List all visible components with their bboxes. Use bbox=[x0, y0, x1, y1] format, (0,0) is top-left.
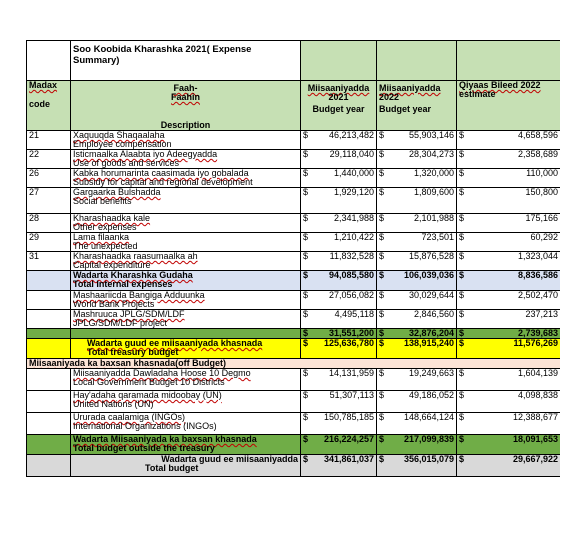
table-row bbox=[27, 169, 561, 188]
amount-value: 31,551,200 bbox=[328, 328, 374, 338]
amount-value: 51,307,113 bbox=[329, 390, 374, 400]
row-sublabel: International Organizations (INGOs) bbox=[73, 421, 217, 431]
currency-sign: $ bbox=[379, 368, 385, 378]
currency-sign: $ bbox=[459, 290, 465, 300]
row-code: 22 bbox=[27, 150, 71, 169]
table-row bbox=[27, 359, 561, 369]
page-edge bbox=[560, 40, 562, 534]
amount-value: 32,876,204 bbox=[408, 328, 454, 338]
col2021-header-1: Miisaaniyadda bbox=[307, 83, 370, 93]
row-label: Kabka horumarinta caasimada iyo gobalada bbox=[73, 168, 249, 178]
currency-sign: $ bbox=[379, 149, 385, 159]
desc-header-1: Faah- bbox=[173, 83, 198, 93]
amount-value: 138,915,240 bbox=[403, 338, 454, 348]
amount-value: 106,039,036 bbox=[403, 270, 454, 280]
currency-sign: $ bbox=[303, 290, 309, 300]
currency-sign: $ bbox=[379, 290, 385, 300]
currency-sign: $ bbox=[459, 368, 465, 378]
currency-sign: $ bbox=[379, 251, 385, 261]
row-sublabel: United Nations (UN) bbox=[73, 399, 154, 409]
code-header-2: code bbox=[29, 99, 51, 109]
col2022-header-3: Budget year bbox=[379, 104, 432, 114]
currency-sign: $ bbox=[379, 213, 385, 223]
amount-value: 148,664,124 bbox=[403, 412, 454, 422]
currency-sign: $ bbox=[459, 251, 465, 261]
row-code: 31 bbox=[27, 252, 71, 271]
currency-sign: $ bbox=[459, 412, 465, 422]
row-code: 28 bbox=[27, 214, 71, 233]
currency-sign: $ bbox=[379, 434, 385, 444]
amount-value: 175,166 bbox=[525, 213, 558, 223]
table-row bbox=[27, 131, 561, 150]
currency-sign: $ bbox=[303, 213, 309, 223]
currency-sign: $ bbox=[379, 232, 385, 242]
amount-value: 29,667,922 bbox=[512, 454, 558, 464]
row-sublabel: Total budget bbox=[145, 463, 199, 473]
table-row bbox=[27, 188, 561, 214]
row-label: Hay'adaha qaramada midoobay (UN) bbox=[73, 390, 222, 400]
currency-sign: $ bbox=[379, 390, 385, 400]
table-row bbox=[27, 252, 561, 271]
amount-value: 94,085,580 bbox=[328, 270, 374, 280]
amount-value: 19,249,663 bbox=[408, 368, 454, 378]
currency-sign: $ bbox=[303, 328, 309, 338]
currency-sign: $ bbox=[303, 130, 309, 140]
amount-value: 46,213,482 bbox=[328, 130, 374, 140]
table-row bbox=[27, 455, 561, 477]
currency-sign: $ bbox=[379, 309, 385, 319]
row-sublabel: The unexpected bbox=[73, 241, 138, 251]
table-row bbox=[27, 413, 561, 435]
amount-value: 29,118,040 bbox=[329, 149, 374, 159]
amount-value: 49,186,052 bbox=[408, 390, 454, 400]
amount-value: 18,091,653 bbox=[512, 434, 558, 444]
currency-sign: $ bbox=[459, 168, 465, 178]
currency-sign: $ bbox=[459, 434, 465, 444]
currency-sign: $ bbox=[303, 412, 309, 422]
amount-value: 2,341,988 bbox=[333, 213, 374, 223]
table-row bbox=[27, 291, 561, 310]
currency-sign: $ bbox=[459, 187, 465, 197]
row-sublabel: Subsidy for capital and regional development bbox=[73, 177, 253, 187]
table-row bbox=[27, 271, 561, 291]
amount-value: 1,210,422 bbox=[333, 232, 374, 242]
currency-sign: $ bbox=[303, 251, 309, 261]
currency-sign: $ bbox=[459, 309, 465, 319]
amount-value: 4,495,118 bbox=[334, 309, 374, 319]
col2021-header-2: 2021 bbox=[328, 92, 349, 102]
amount-value: 110,000 bbox=[526, 168, 558, 178]
row-sublabel: Total budget outside the treasury bbox=[73, 443, 215, 453]
currency-sign: $ bbox=[303, 232, 309, 242]
row-sublabel: Use of goods and services bbox=[73, 158, 180, 168]
row-sublabel: Other expenses bbox=[73, 222, 137, 232]
amount-value: 216,224,257 bbox=[323, 434, 374, 444]
row-code: 29 bbox=[27, 233, 71, 252]
amount-value: 125,636,780 bbox=[323, 338, 374, 348]
currency-sign: $ bbox=[459, 338, 465, 348]
budget-table bbox=[26, 40, 561, 477]
amount-value: 60,292 bbox=[530, 232, 558, 242]
amount-value: 27,056,082 bbox=[328, 290, 374, 300]
row-label: Lama filaanka bbox=[73, 232, 130, 242]
currency-sign: $ bbox=[303, 390, 309, 400]
row-label: Wadarta guud ee miisaaniyada khasnada bbox=[87, 338, 263, 348]
amount-value: 1,320,000 bbox=[413, 168, 454, 178]
amount-value: 217,099,839 bbox=[403, 434, 454, 444]
currency-sign: $ bbox=[303, 168, 309, 178]
currency-sign: $ bbox=[459, 149, 465, 159]
row-sublabel: Capital expenditure bbox=[73, 260, 151, 270]
amount-value: 2,101,988 bbox=[413, 213, 454, 223]
row-sublabel: Social benefits bbox=[73, 196, 132, 206]
page-title: Soo Koobida Kharashka 2021( Expense Summary) bbox=[71, 41, 301, 81]
amount-value: 4,098,838 bbox=[517, 390, 558, 400]
amount-value: 341,861,037 bbox=[323, 454, 374, 464]
currency-sign: $ bbox=[303, 149, 309, 159]
amount-value: 237,213 bbox=[525, 309, 558, 319]
col2021-header-3: Budget year bbox=[312, 104, 365, 114]
currency-sign: $ bbox=[379, 130, 385, 140]
row-label: Wadarta Miisaaniyada ka baxsan khasnada bbox=[73, 434, 257, 444]
currency-sign: $ bbox=[303, 434, 309, 444]
row-label: Xaquuqda Shaqaalaha bbox=[73, 130, 165, 140]
currency-sign: $ bbox=[459, 213, 465, 223]
table-row bbox=[27, 329, 561, 339]
currency-sign: $ bbox=[303, 187, 309, 197]
col2022-header-1: Miisaaniyadda bbox=[379, 83, 441, 93]
amount-value: 1,440,000 bbox=[333, 168, 374, 178]
currency-sign: $ bbox=[379, 168, 385, 178]
currency-sign: $ bbox=[303, 270, 309, 280]
amount-value: 11,576,269 bbox=[513, 338, 558, 348]
amount-value: 356,015,079 bbox=[403, 454, 454, 464]
table-row bbox=[27, 150, 561, 169]
currency-sign: $ bbox=[459, 130, 465, 140]
row-label: Mashruuca JPLG/SDM/LDF bbox=[73, 309, 185, 319]
amount-value: 1,323,044 bbox=[517, 251, 558, 261]
row-label: Isticmaalka Alaabta iyo Adeegyadda bbox=[73, 149, 218, 159]
row-code: 21 bbox=[27, 131, 71, 150]
row-label: Ururada caalamiga (INGOs) bbox=[73, 412, 186, 422]
table-row bbox=[27, 214, 561, 233]
col2022-header-2: 2022 bbox=[379, 92, 400, 102]
amount-value: 150,800 bbox=[525, 187, 558, 197]
currency-sign: $ bbox=[459, 232, 465, 242]
code-header-1: Madax bbox=[29, 80, 58, 90]
table-row bbox=[27, 310, 561, 329]
amount-value: 4,658,596 bbox=[517, 130, 558, 140]
table-row bbox=[27, 233, 561, 252]
currency-sign: $ bbox=[459, 270, 465, 280]
row-sublabel: JPLG/SDM/LDF project bbox=[73, 318, 168, 328]
off-budget-header: Miisaaniyada ka baxsan khasnada(off Budget) bbox=[29, 358, 227, 368]
currency-sign: $ bbox=[379, 270, 385, 280]
amount-value: 2,739,683 bbox=[517, 328, 558, 338]
row-label: Mashaariicda Bangiga Adduunka bbox=[73, 290, 205, 300]
row-label: Wadarta guud ee miisaaniyadda bbox=[161, 454, 298, 464]
currency-sign: $ bbox=[379, 412, 385, 422]
amount-value: 28,304,273 bbox=[408, 149, 454, 159]
row-label: Miisaaniyadda Dawladaha Hoose 10 Degmo bbox=[73, 368, 251, 378]
table-row bbox=[27, 339, 561, 359]
currency-sign: $ bbox=[303, 454, 309, 464]
row-sublabel: Employee compensation bbox=[73, 139, 172, 149]
amount-value: 14,131,959 bbox=[328, 368, 374, 378]
row-sublabel: World Bank Projects bbox=[73, 299, 155, 309]
row-label: Kharashaadka raasumaalka ah bbox=[73, 251, 198, 261]
amount-value: 30,029,644 bbox=[408, 290, 454, 300]
row-code: 27 bbox=[27, 188, 71, 214]
currency-sign: $ bbox=[459, 390, 465, 400]
row-sublabel: Total treasury budget bbox=[87, 347, 179, 357]
row-sublabel: Local Government Budget 10 Districts bbox=[73, 377, 225, 387]
row-label: Gargaarka Bulshadda bbox=[73, 187, 161, 197]
amount-value: 15,876,528 bbox=[408, 251, 454, 261]
desc-header-3: Description bbox=[160, 120, 211, 130]
amount-value: 8,836,586 bbox=[517, 270, 558, 280]
amount-value: 1,929,120 bbox=[333, 187, 374, 197]
currency-sign: $ bbox=[379, 454, 385, 464]
currency-sign: $ bbox=[459, 454, 465, 464]
amount-value: 55,903,146 bbox=[408, 130, 454, 140]
amount-value: 1,809,600 bbox=[413, 187, 454, 197]
currency-sign: $ bbox=[379, 328, 385, 338]
currency-sign: $ bbox=[303, 338, 309, 348]
amount-value: 11,832,528 bbox=[329, 251, 374, 261]
currency-sign: $ bbox=[379, 187, 385, 197]
currency-sign: $ bbox=[459, 328, 465, 338]
est-header-1: Qiyaas Bileed 2022 bbox=[459, 80, 541, 90]
amount-value: 2,502,470 bbox=[517, 290, 558, 300]
amount-value: 150,785,185 bbox=[323, 412, 374, 422]
row-label: Kharashaadka kale bbox=[73, 213, 151, 223]
amount-value: 1,604,139 bbox=[517, 368, 558, 378]
amount-value: 2,358,689 bbox=[517, 149, 558, 159]
desc-header-2: Faahin bbox=[170, 92, 200, 102]
currency-sign: $ bbox=[303, 368, 309, 378]
amount-value: 723,501 bbox=[421, 232, 454, 242]
table-row bbox=[27, 391, 561, 413]
amount-value: 2,846,560 bbox=[413, 309, 454, 319]
table-row bbox=[27, 435, 561, 455]
currency-sign: $ bbox=[379, 338, 385, 348]
row-label: Wadarta Kharashka Gudaha bbox=[73, 270, 193, 280]
row-sublabel: Total Internal expenses bbox=[73, 279, 173, 289]
currency-sign: $ bbox=[303, 309, 309, 319]
table-row bbox=[27, 369, 561, 391]
row-code: 26 bbox=[27, 169, 71, 188]
amount-value: 12,388,677 bbox=[512, 412, 558, 422]
est-header-2: estimate bbox=[459, 89, 496, 99]
